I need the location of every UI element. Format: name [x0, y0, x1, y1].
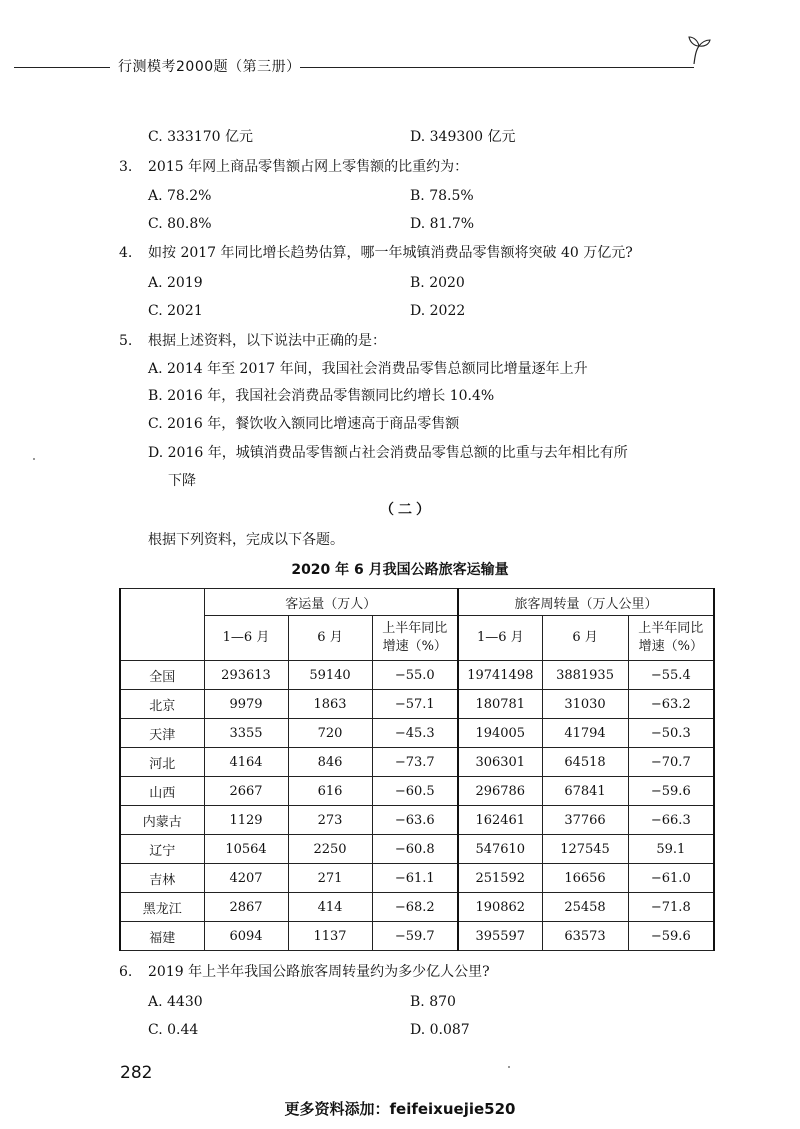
cell-turnover-jan-jun: 395597 [458, 922, 542, 951]
table-row [120, 835, 714, 864]
cell-volume-june: 271 [288, 864, 372, 893]
cell-volume-growth: −63.6 [372, 806, 458, 835]
cell-turnover-june: 37766 [542, 806, 628, 835]
cell-turnover-growth: −71.8 [628, 893, 714, 922]
q6-option-c: C. 0.44 [148, 1022, 199, 1038]
col-header-jan-jun-turnover: 1—6 月 [458, 616, 542, 661]
section-intro: 根据下列资料，完成以下各题。 [148, 532, 344, 548]
cell-turnover-jan-jun: 190862 [458, 893, 542, 922]
cell-turnover-jan-jun: 547610 [458, 835, 542, 864]
page-number: 282 [120, 1063, 153, 1083]
cell-volume-jan-jun: 10564 [204, 835, 288, 864]
cell-turnover-june: 3881935 [542, 661, 628, 690]
cell-turnover-jan-jun: 296786 [458, 777, 542, 806]
q3-option-c: C. 80.8% [148, 216, 212, 232]
cell-volume-jan-jun: 2867 [204, 893, 288, 922]
table-row [120, 777, 714, 806]
cell-turnover-growth: −66.3 [628, 806, 714, 835]
sprout-icon [686, 34, 712, 64]
cell-volume-jan-jun: 4164 [204, 748, 288, 777]
cell-volume-june: 616 [288, 777, 372, 806]
cell-volume-june: 1137 [288, 922, 372, 951]
cell-volume-june: 2250 [288, 835, 372, 864]
header-group-passenger-volume: 客运量（万人） [204, 589, 458, 616]
q3-number: 3. [119, 159, 133, 175]
header-group-passenger-turnover: 旅客周转量（万人公里） [458, 589, 714, 616]
cell-turnover-june: 64518 [542, 748, 628, 777]
q5-stem: 根据上述资料，以下说法中正确的是： [148, 333, 386, 349]
cell-turnover-growth: −55.4 [628, 661, 714, 690]
q6-option-a: A. 4430 [148, 994, 203, 1010]
cell-turnover-jan-jun: 162461 [458, 806, 542, 835]
cell-volume-growth: −60.5 [372, 777, 458, 806]
q4-stem: 如按 2017 年同比增长趋势估算，哪一年城镇消费品零售额将突破 40 万亿元? [148, 245, 633, 261]
table-title: 2020 年 6 月我国公路旅客运输量 [291, 562, 509, 578]
cell-turnover-jan-jun: 194005 [458, 719, 542, 748]
growth-volume-line2: 增速（%） [382, 639, 447, 654]
col-header-growth-volume [372, 616, 458, 661]
scan-speck [508, 1066, 510, 1068]
cell-region: 黑龙江 [120, 893, 204, 922]
q5-option-c: C. 2016 年，餐饮收入额同比增速高于商品零售额 [148, 416, 460, 432]
cell-region: 天津 [120, 719, 204, 748]
growth-turnover-line1: 上半年同比 [638, 621, 704, 636]
cell-volume-june: 59140 [288, 661, 372, 690]
cell-region: 辽宁 [120, 835, 204, 864]
table-row [120, 748, 714, 777]
cell-turnover-jan-jun: 19741498 [458, 661, 542, 690]
cell-volume-growth: −45.3 [372, 719, 458, 748]
cell-region: 福建 [120, 922, 204, 951]
q5-option-d-line2: 下降 [168, 473, 196, 489]
cell-volume-growth: −61.1 [372, 864, 458, 893]
q5-option-a: A. 2014 年至 2017 年间，我国社会消费品零售总额同比增量逐年上升 [148, 361, 588, 377]
table-row [120, 893, 714, 922]
q5-option-d-line1: D. 2016 年，城镇消费品零售额占社会消费品零售总额的比重与去年相比有所 [148, 445, 628, 461]
table-row [120, 922, 714, 951]
cell-volume-growth: −55.0 [372, 661, 458, 690]
header-rule-left [14, 67, 110, 68]
cell-turnover-june: 31030 [542, 690, 628, 719]
q4-option-b: B. 2020 [410, 275, 465, 291]
table-row [120, 690, 714, 719]
cell-region: 山西 [120, 777, 204, 806]
cell-region: 全国 [120, 661, 204, 690]
q3-stem: 2015 年网上商品零售额占网上零售额的比重约为： [148, 159, 469, 175]
cell-volume-jan-jun: 9979 [204, 690, 288, 719]
table-row [120, 864, 714, 893]
cell-volume-growth: −68.2 [372, 893, 458, 922]
table-corner-cell [120, 589, 204, 661]
q4-option-a: A. 2019 [148, 275, 203, 291]
q5-option-b: B. 2016 年，我国社会消费品零售额同比约增长 10.4% [148, 388, 495, 404]
q6-stem: 2019 年上半年我国公路旅客周转量约为多少亿人公里? [148, 964, 490, 980]
cell-volume-june: 414 [288, 893, 372, 922]
cell-turnover-growth: −63.2 [628, 690, 714, 719]
growth-turnover-line2: 增速（%） [638, 639, 703, 654]
cell-volume-jan-jun: 293613 [204, 661, 288, 690]
q6-option-b: B. 870 [410, 994, 456, 1010]
q4-option-d: D. 2022 [410, 303, 466, 319]
cell-volume-jan-jun: 2667 [204, 777, 288, 806]
table-row [120, 661, 714, 690]
cell-turnover-jan-jun: 180781 [458, 690, 542, 719]
cell-region: 吉林 [120, 864, 204, 893]
passenger-transport-table [119, 588, 715, 951]
col-header-june-turnover: 6 月 [542, 616, 628, 661]
cell-volume-june: 846 [288, 748, 372, 777]
cell-turnover-growth: 59.1 [628, 835, 714, 864]
header-rule-right [300, 67, 694, 68]
cell-region: 内蒙古 [120, 806, 204, 835]
col-header-growth-turnover [628, 616, 714, 661]
cell-volume-growth: −57.1 [372, 690, 458, 719]
q6-number: 6. [119, 964, 133, 980]
col-header-june-volume: 6 月 [288, 616, 372, 661]
cell-region: 北京 [120, 690, 204, 719]
cell-turnover-growth: −50.3 [628, 719, 714, 748]
q5-number: 5. [119, 333, 133, 349]
cell-turnover-june: 127545 [542, 835, 628, 864]
q4-option-c: C. 2021 [148, 303, 203, 319]
col-header-jan-jun-volume: 1—6 月 [204, 616, 288, 661]
cell-volume-june: 1863 [288, 690, 372, 719]
cell-turnover-growth: −59.6 [628, 777, 714, 806]
q6-option-d: D. 0.087 [410, 1022, 470, 1038]
cell-turnover-growth: −59.6 [628, 922, 714, 951]
cell-volume-jan-jun: 1129 [204, 806, 288, 835]
cell-volume-jan-jun: 6094 [204, 922, 288, 951]
q3-option-b: B. 78.5% [410, 188, 474, 204]
scan-speck [33, 458, 35, 460]
cell-turnover-jan-jun: 306301 [458, 748, 542, 777]
section-heading: （二） [380, 502, 434, 518]
footer-contact-note: 更多资料添加：feifeixuejie520 [284, 1100, 516, 1118]
cell-region: 河北 [120, 748, 204, 777]
cell-volume-jan-jun: 3355 [204, 719, 288, 748]
cell-volume-june: 273 [288, 806, 372, 835]
cell-turnover-june: 16656 [542, 864, 628, 893]
q3-option-d: D. 81.7% [410, 216, 475, 232]
growth-volume-line1: 上半年同比 [382, 621, 448, 636]
table-row [120, 806, 714, 835]
cell-volume-june: 720 [288, 719, 372, 748]
cell-turnover-growth: −61.0 [628, 864, 714, 893]
q4-number: 4. [119, 245, 133, 261]
running-header-title: 行测模考2000题（第三册） [118, 59, 301, 75]
cell-turnover-jan-jun: 251592 [458, 864, 542, 893]
cell-turnover-june: 41794 [542, 719, 628, 748]
cell-turnover-growth: −70.7 [628, 748, 714, 777]
cell-volume-growth: −60.8 [372, 835, 458, 864]
cell-volume-growth: −73.7 [372, 748, 458, 777]
q3-option-a: A. 78.2% [148, 188, 212, 204]
cell-turnover-june: 25458 [542, 893, 628, 922]
cell-volume-growth: −59.7 [372, 922, 458, 951]
q2-option-d: D. 349300 亿元 [410, 129, 516, 145]
cell-turnover-june: 63573 [542, 922, 628, 951]
q2-option-c: C. 333170 亿元 [148, 129, 254, 145]
cell-volume-jan-jun: 4207 [204, 864, 288, 893]
table-row [120, 719, 714, 748]
cell-turnover-june: 67841 [542, 777, 628, 806]
